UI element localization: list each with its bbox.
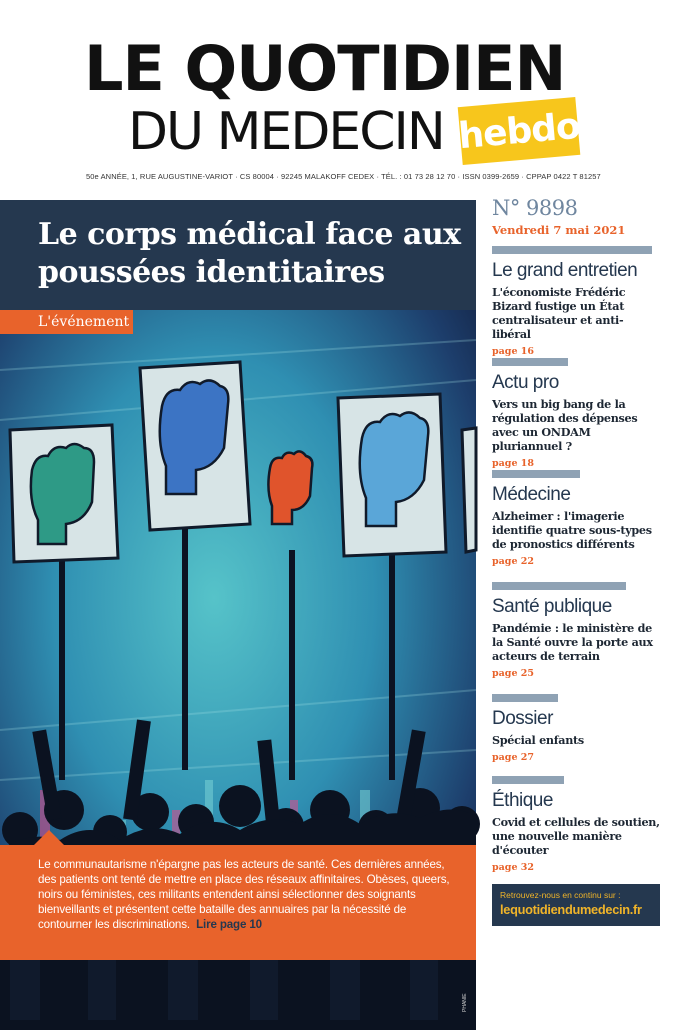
section-divider: [492, 582, 626, 590]
section-blurb: Spécial enfants: [492, 733, 584, 747]
section-divider: [492, 246, 652, 254]
section-actu-pro[interactable]: [492, 358, 662, 469]
read-more-link[interactable]: Lire page 10: [196, 918, 262, 931]
section-page-ref: page 16: [492, 346, 535, 357]
section-blurb: Alzheimer : l'imagerie identifie quatre sous-types de pronostics différents: [492, 509, 652, 551]
masthead-title: LE QUOTIDIEN: [84, 32, 566, 105]
section-medecine[interactable]: [492, 470, 662, 567]
section-divider: [492, 776, 564, 784]
section-sante-publique[interactable]: [492, 582, 662, 679]
section-divider: [492, 358, 568, 366]
event-tag: L'événement: [0, 310, 133, 334]
section-title: Actu pro: [492, 372, 559, 393]
section-blurb: Covid et cellules de soutien, une nouvelle manière d'écouter: [492, 815, 660, 857]
cover-summary-box: [0, 845, 476, 960]
section-divider: [492, 470, 580, 478]
section-title: Éthique: [492, 790, 553, 811]
section-blurb: Pandémie : le ministère de la Santé ouvre la porte aux acteurs de terrain: [492, 621, 653, 663]
hebdo-badge: [458, 97, 581, 165]
section-title: Médecine: [492, 484, 571, 505]
section-title: Le grand entretien: [492, 260, 638, 281]
cover-headline[interactable]: Le corps médical face aux poussées identitaires: [38, 217, 461, 290]
section-blurb: Vers un big bang de la régulation des dépenses avec un ONDAM pluriannuel ?: [492, 397, 638, 453]
section-blurb: L'économiste Frédéric Bizard fustige un État centralisateur et anti-libéral: [492, 285, 626, 341]
section-divider: [492, 694, 558, 702]
website-url[interactable]: lequotidiendumedecin.fr: [500, 902, 642, 917]
issue-number: N° 9898: [492, 196, 578, 220]
section-page-ref: page 18: [492, 458, 535, 469]
summary-notch: [33, 830, 65, 846]
sidebar: [492, 196, 662, 960]
masthead: [0, 0, 678, 195]
photo-credit: PHANIE: [462, 993, 468, 1012]
website-caption: Retrouvez-nous en continu sur :: [500, 890, 621, 900]
section-page-ref: page 22: [492, 556, 535, 567]
headline-box: [0, 200, 476, 310]
section-title: Dossier: [492, 708, 553, 729]
publisher-address: 50e ANNÉE, 1, RUE AUGUSTINE-VARIOT · CS 80004 · 92245 MALAKOFF CEDEX · TÉL. : 01 73 28 12 70 · ISSN 0399-2659 · CPPAP 0422 T 81257: [86, 172, 601, 181]
hebdo-badge-label: hebdo: [456, 105, 582, 157]
website-box[interactable]: [492, 884, 660, 926]
section-ethique[interactable]: [492, 776, 662, 873]
section-page-ref: page 27: [492, 752, 535, 763]
cover-summary: [38, 857, 458, 932]
issue-date: Vendredi 7 mai 2021: [492, 223, 626, 237]
section-dossier[interactable]: [492, 694, 662, 763]
cover-story: [0, 200, 476, 1012]
cover-summary-text: Le communautarisme n'épargne pas les acteurs de santé. Ces dernières années, des patients ont tenté de mettre en place des réseaux affinitaires. Obèses, queers, noirs ou féministes, ces militants entendent ainsi sélectionner des soignants bienveillants et présentent cette bataille des annuaires par la nécessité de contourner les discriminations.: [38, 858, 450, 931]
section-page-ref: page 25: [492, 668, 535, 679]
masthead-subtitle: DU MEDECIN: [128, 102, 444, 162]
section-grand-entretien[interactable]: [492, 246, 662, 357]
section-page-ref: page 32: [492, 862, 535, 873]
section-title: Santé publique: [492, 596, 612, 617]
